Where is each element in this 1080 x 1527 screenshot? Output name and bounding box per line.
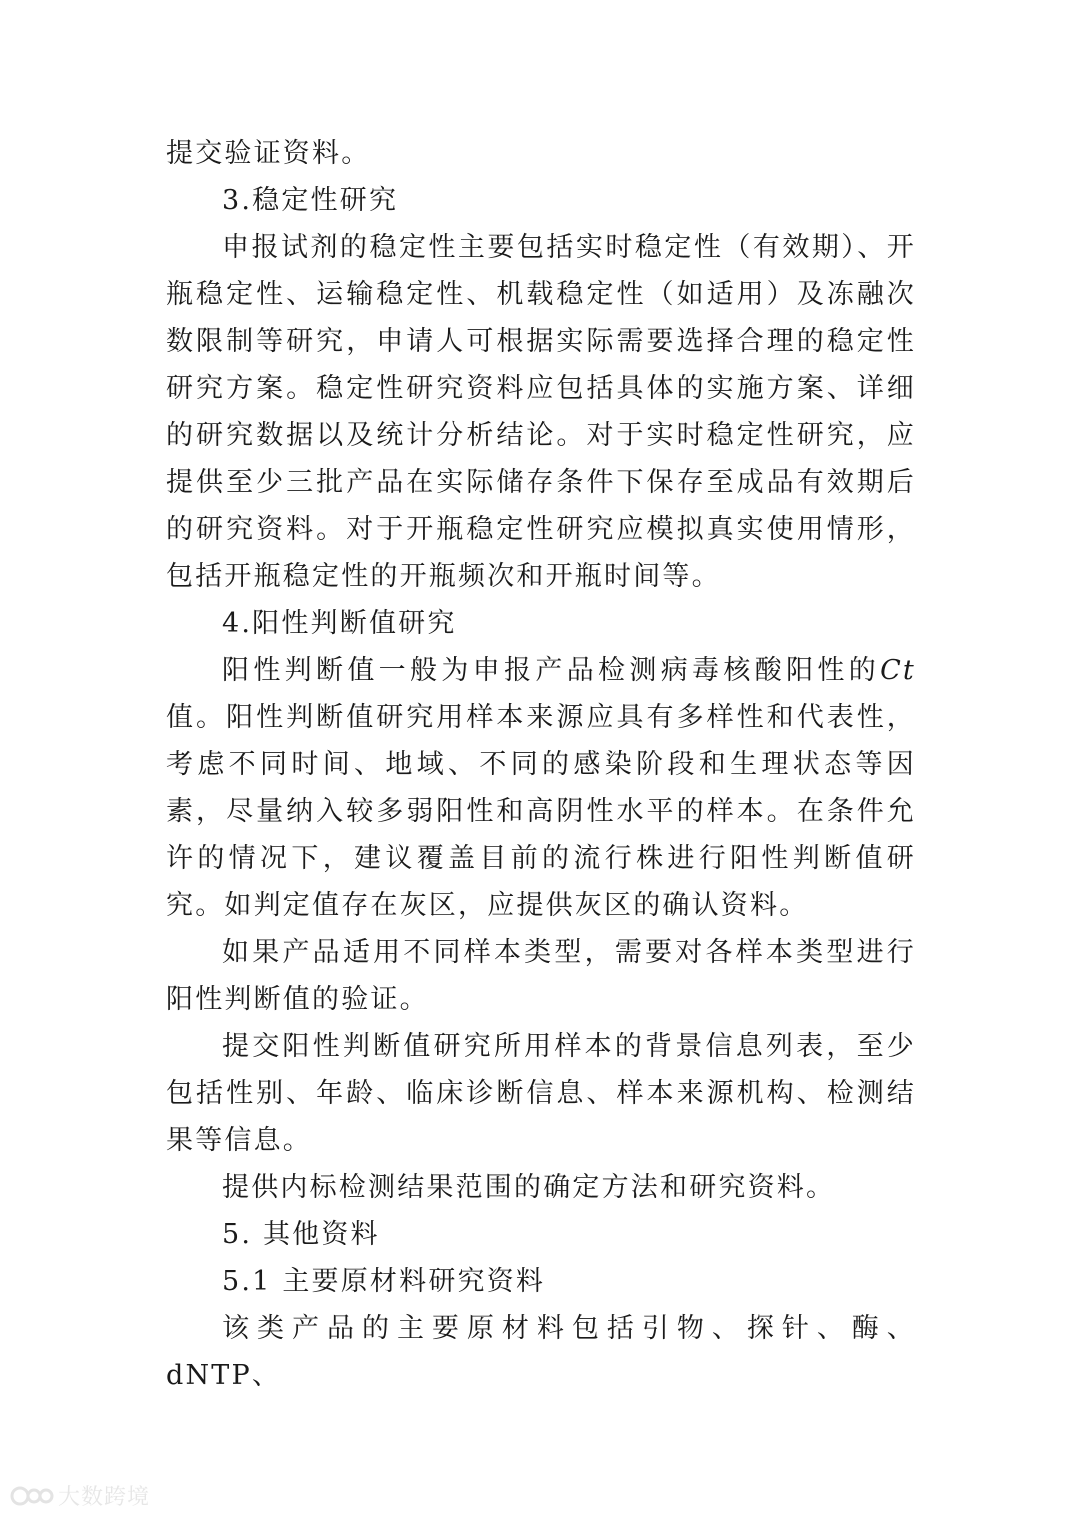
paragraph-sample-types: 如果产品适用不同样本类型，需要对各样本类型进行阳性判断值的验证。 (166, 937, 916, 1015)
ct-term: Ct (880, 655, 916, 686)
watermark-logo-icon (10, 1484, 54, 1508)
paragraph-positive-cutoff-part-a: 阳性判断值一般为申报产品检测病毒核酸阳性的 (222, 655, 881, 686)
paragraph-stability: 申报试剂的稳定性主要包括实时稳定性（有效期）、开瓶稳定性、运输稳定性、机载稳定性（如适用）及冻融次数限制等研究，申请人可根据实际需要选择合理的稳定性研究方案。稳定性研究资料应包括具体的实施方案、详细的研究数据以及统计分析结论。对于实时稳定性研究，应提供至少三批产品在实际储存条件下保存至成品有效期后的研究资料。对于开瓶稳定性研究应模拟真实使用情形，包括开瓶稳定性的开瓶频次和开瓶时间等。 (166, 232, 916, 592)
section-heading-3: 3.稳定性研究 (222, 185, 399, 216)
paragraph-positive-cutoff (166, 647, 916, 929)
paragraph-positive-cutoff-part-b: 值。阳性判断值研究用样本来源应具有多样性和代表性，考虑不同时间、地域、不同的感染阶段和生理状态等因素，尽量纳入较多弱阳性和高阴性水平的样本。在条件允许的情况下，建议覆盖目前的流行株进行阳性判断值研究。如判定值存在灰区，应提供灰区的确认资料。 (166, 702, 916, 921)
paragraph-internal-control: 提供内标检测结果范围的确定方法和研究资料。 (222, 1172, 836, 1203)
document-body (166, 130, 916, 1399)
watermark (10, 1480, 150, 1511)
section-heading-5: 5. 其他资料 (222, 1219, 380, 1250)
section-heading-5-1: 5.1 主要原材料研究资料 (222, 1266, 546, 1297)
watermark-text: 大数跨境 (58, 1485, 151, 1510)
paragraph-raw-materials: 该类产品的主要原材料包括引物、探针、酶、dNTP、 (166, 1313, 916, 1391)
paragraph-background-info: 提交阳性判断值研究所用样本的背景信息列表，至少包括性别、年龄、临床诊断信息、样本来源机构、检测结果等信息。 (166, 1031, 916, 1156)
paragraph-continuation: 提交验证资料。 (166, 138, 371, 169)
section-heading-4: 4.阳性判断值研究 (222, 608, 457, 639)
